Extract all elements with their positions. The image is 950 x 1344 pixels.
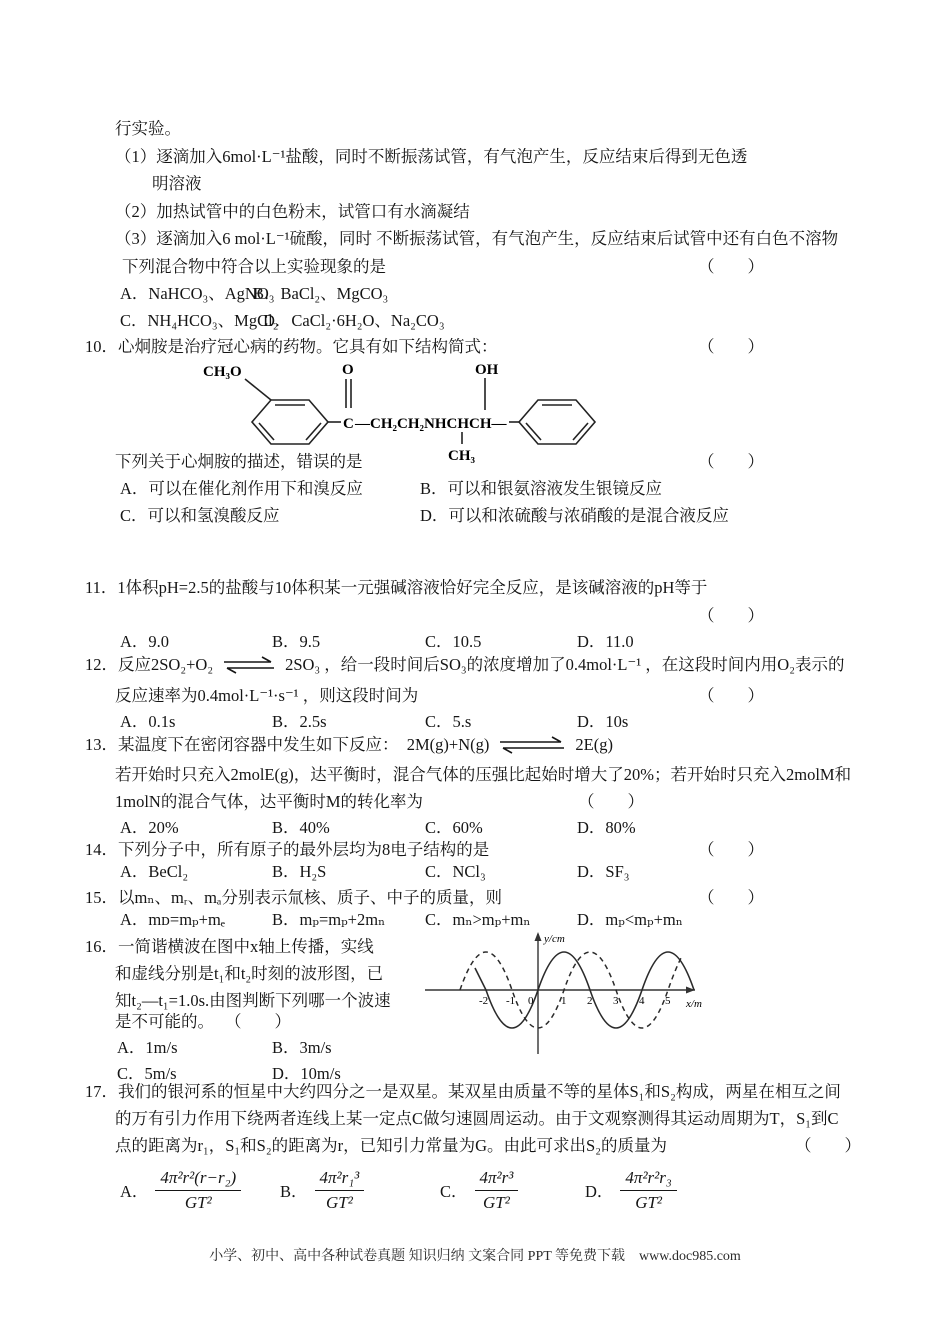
q12-answer-paren: （ ） [698,686,764,705]
q16-line-2: 和虚线分别是t₁和t₂时刻的波形图，已 [115,964,384,983]
q17-formula-d-label: D． [585,1182,614,1202]
q16-option-a: A．1m/s [117,1038,178,1057]
q12-line-1 [85,655,844,676]
q9-item-3: （3）逐滴加入6 mol·L⁻¹硫酸，同时 不断振荡试管，有气泡产生，反应结束后试管中还有白色不溶物 [115,229,839,248]
q14-option-c: C．NCl₃ [425,862,486,881]
wave-tick: 1 [561,995,567,1007]
wave-tick: -1 [506,995,516,1007]
q13-line-3: 1molN的混合气体，达平衡时M的转化率为 [115,792,424,811]
structure-label-methyl: CH₃ [448,448,475,464]
benzene-ring-icon [519,400,595,444]
q17-formula-b-numerator: 4π²r₁³ [315,1168,365,1191]
q11-option-d: D．11.0 [577,632,634,651]
structure-bond [245,379,271,400]
q9-option-d: D．CaCl₂·6H₂O、Na₂CO₃ [263,311,445,330]
q17-formula-c-numerator: 4π²r³ [475,1168,519,1191]
q13-equation-left: 13．某温度下在密闭容器中发生如下反应： 2M(g)+N(g) [85,735,490,754]
q13-answer-paren: （ ） [578,792,644,811]
q13-equation-right: 2E(g) [575,735,613,754]
q10-option-c: C．可以和氢溴酸反应 [120,506,280,525]
q14-option-b: B．H₂S [272,862,327,881]
q15-stem: 15．以mₙ、mᵣ、mₐ分别表示氚核、质子、中子的质量，则 [85,888,502,907]
q12-option-a: A．0.1s [120,712,176,731]
structure-label-methoxy: CH₃O [203,364,242,380]
q14-answer-paren: （ ） [698,840,764,859]
q13-option-b: B．40% [272,818,330,837]
q16-option-c: C．5m/s [117,1064,177,1083]
wave-tick: 4 [639,995,645,1007]
q10-option-a: A．可以在催化剂作用下和溴反应 [120,479,363,498]
q16-answer-paren: （ ） [225,1012,291,1031]
q17-formula-a-denominator: GT² [184,1192,212,1212]
q9-answer-paren: （ ） [698,257,764,276]
q16-line-1: 16．一简谐横波在图中x轴上传播，实线 [85,937,374,956]
q12-line-2: 反应速率为0.4mol·L⁻¹·s⁻¹ ，则这段时间为 [115,686,419,705]
q13-line-1 [85,735,613,756]
q15-option-b: B．mₚ=mₚ+2mₙ [272,910,386,929]
q9-option-b: B．BaCl₂、MgCO₃ [253,284,389,303]
q17-formula-d-numerator: 4π²r²r₃ [620,1168,676,1191]
structure-label-carbonyl-c: C [343,416,354,432]
structure-label-hydroxyl: OH [475,362,499,378]
q9-intro: 行实验。 [115,119,181,138]
fraction [475,1168,519,1212]
q17-formula-b-label: B． [280,1182,308,1202]
q12-equation-right: 2SO₃ ，给一段时间后SO₃的浓度增加了0.4mol·L⁻¹ ，在这段时间内用O₂表示的 [285,655,845,674]
q10-answer-paren-2: （ ） [698,452,764,471]
q10-answer-paren: （ ） [698,337,764,356]
equilibrium-arrow-icon [497,736,567,754]
q17-answer-paren: （ ） [795,1136,861,1155]
q16-wave-figure [423,928,713,1060]
q13-option-a: A．20% [120,818,179,837]
q17-formula-c [440,1168,518,1212]
q9-question: 下列混合物中符合以上实验现象的是 [122,257,386,276]
q12-equation-left: 12．反应2SO₂+O₂ [85,655,214,674]
structure-label-carbonyl-o: O [342,362,354,378]
q10-option-d: D．可以和浓硫酸与浓硝酸的是混合液反应 [420,506,729,525]
q10-stem: 10．心炯胺是治疗冠心病的药物。它具有如下结构简式： [85,337,498,356]
wave-tick: -2 [479,995,489,1007]
wave-tick: 2 [587,995,593,1007]
q9-item-1: （1）逐滴加入6mol·L⁻¹盐酸，同时不断振荡试管，有气泡产生，反应结束后得到无色透 [115,147,748,166]
fraction [620,1168,676,1212]
benzene-ring-icon [252,400,328,444]
q17-line-1: 17．我们的银河系的恒星中大约四分之一是双星。某双星由质量不等的星体S₁和S₂构成，两星在相互之间 [85,1082,841,1101]
q9-option-c: C．NH₄HCO₃、MgCl₂ [120,311,279,330]
q11-stem: 11．1体积pH=2.5的盐酸与10体积某一元强碱溶液恰好完全反应，是该碱溶液的pH等于 [85,578,708,597]
q17-line-2: 的万有引力作用下绕两者连线上某一定点C做匀速圆周运动。由于文观察测得其运动周期为T，S₁到C [115,1109,839,1128]
q17-line-3: 点的距离为r₁，S₁和S₂的距离为r，已知引力常量为G。由此可求出S₂的质量为 [115,1136,667,1155]
wave-y-axis-label: y/cm [544,933,565,945]
structure-label-chain: —CH₂CH₂NHCHCH— [355,416,507,432]
q16-line-4: 是不可能的。 [115,1012,214,1031]
q11-option-a: A．9.0 [120,632,170,651]
page-footer: 小学、初中、高中各种试卷真题 知识归纳 文案合同 PPT 等免费下载 www.doc985.com [209,1249,741,1264]
q14-stem: 14．下列分子中，所有原子的最外层均为8电子结构的是 [85,840,490,859]
q17-formula-d-denominator: GT² [635,1192,663,1212]
wave-x-axis-label: x/m [686,998,702,1010]
q9-item-2: （2）加热试管中的白色粉末，试管口有水滴凝结 [115,202,470,221]
q12-option-b: B．2.5s [272,712,327,731]
wave-tick: 0 [528,995,534,1007]
q11-option-b: B．9.5 [272,632,321,651]
q17-formula-a-numerator: 4π²r²(r−r₂) [155,1168,241,1191]
q17-formula-c-denominator: GT² [483,1192,510,1212]
q16-line-3: 知t₂—t₁=1.0s.由图判断下列哪一个波速 [115,991,391,1010]
q11-answer-paren: （ ） [698,606,764,625]
q12-option-d: D．10s [577,712,629,731]
equilibrium-arrow-icon [221,656,277,674]
q16-option-b: B．3m/s [272,1038,332,1057]
q9-item-1-cont: 明溶液 [152,174,202,193]
q13-option-c: C．60% [425,818,483,837]
q15-option-d: D．mₚ<mₚ+mₙ [577,910,683,929]
wave-tick: 5 [665,995,671,1007]
q9-option-a: A．NaHCO₃、AgNO₃ [120,284,275,303]
q10-option-b: B．可以和银氨溶液发生银镜反应 [420,479,663,498]
q15-answer-paren: （ ） [698,888,764,907]
q10-structure-figure [175,350,615,464]
q17-formula-d [585,1168,677,1212]
q16-option-d: D．10m/s [272,1064,341,1083]
wave-y-axis-arrow-icon [535,932,542,941]
q17-formula-b-denominator: GT² [325,1192,353,1212]
fraction [315,1168,365,1212]
fraction [155,1168,241,1212]
q13-line-2: 若开始时只充入2molE(g)，达平衡时，混合气体的压强比起始时增大了20%；若开始时只充入2molM和 [115,765,852,784]
q14-option-a: A．BeCl₂ [120,862,189,881]
q13-option-d: D．80% [577,818,636,837]
q17-formula-a [120,1168,241,1212]
q14-option-d: D．SF₃ [577,862,630,881]
wave-tick: 3 [613,995,619,1007]
q15-option-a: A．mᴅ=mₚ+mₑ [120,910,226,929]
q11-option-c: C．10.5 [425,632,482,651]
q17-formula-c-label: C． [440,1182,468,1202]
q17-formula-a-label: A． [120,1182,149,1202]
q17-formula-b [280,1168,364,1212]
q10-desc: 下列关于心炯胺的描述，错误的是 [115,452,363,471]
q12-option-c: C．5.s [425,712,472,731]
q15-option-c: C．mₙ>mₚ+mₙ [425,910,531,929]
